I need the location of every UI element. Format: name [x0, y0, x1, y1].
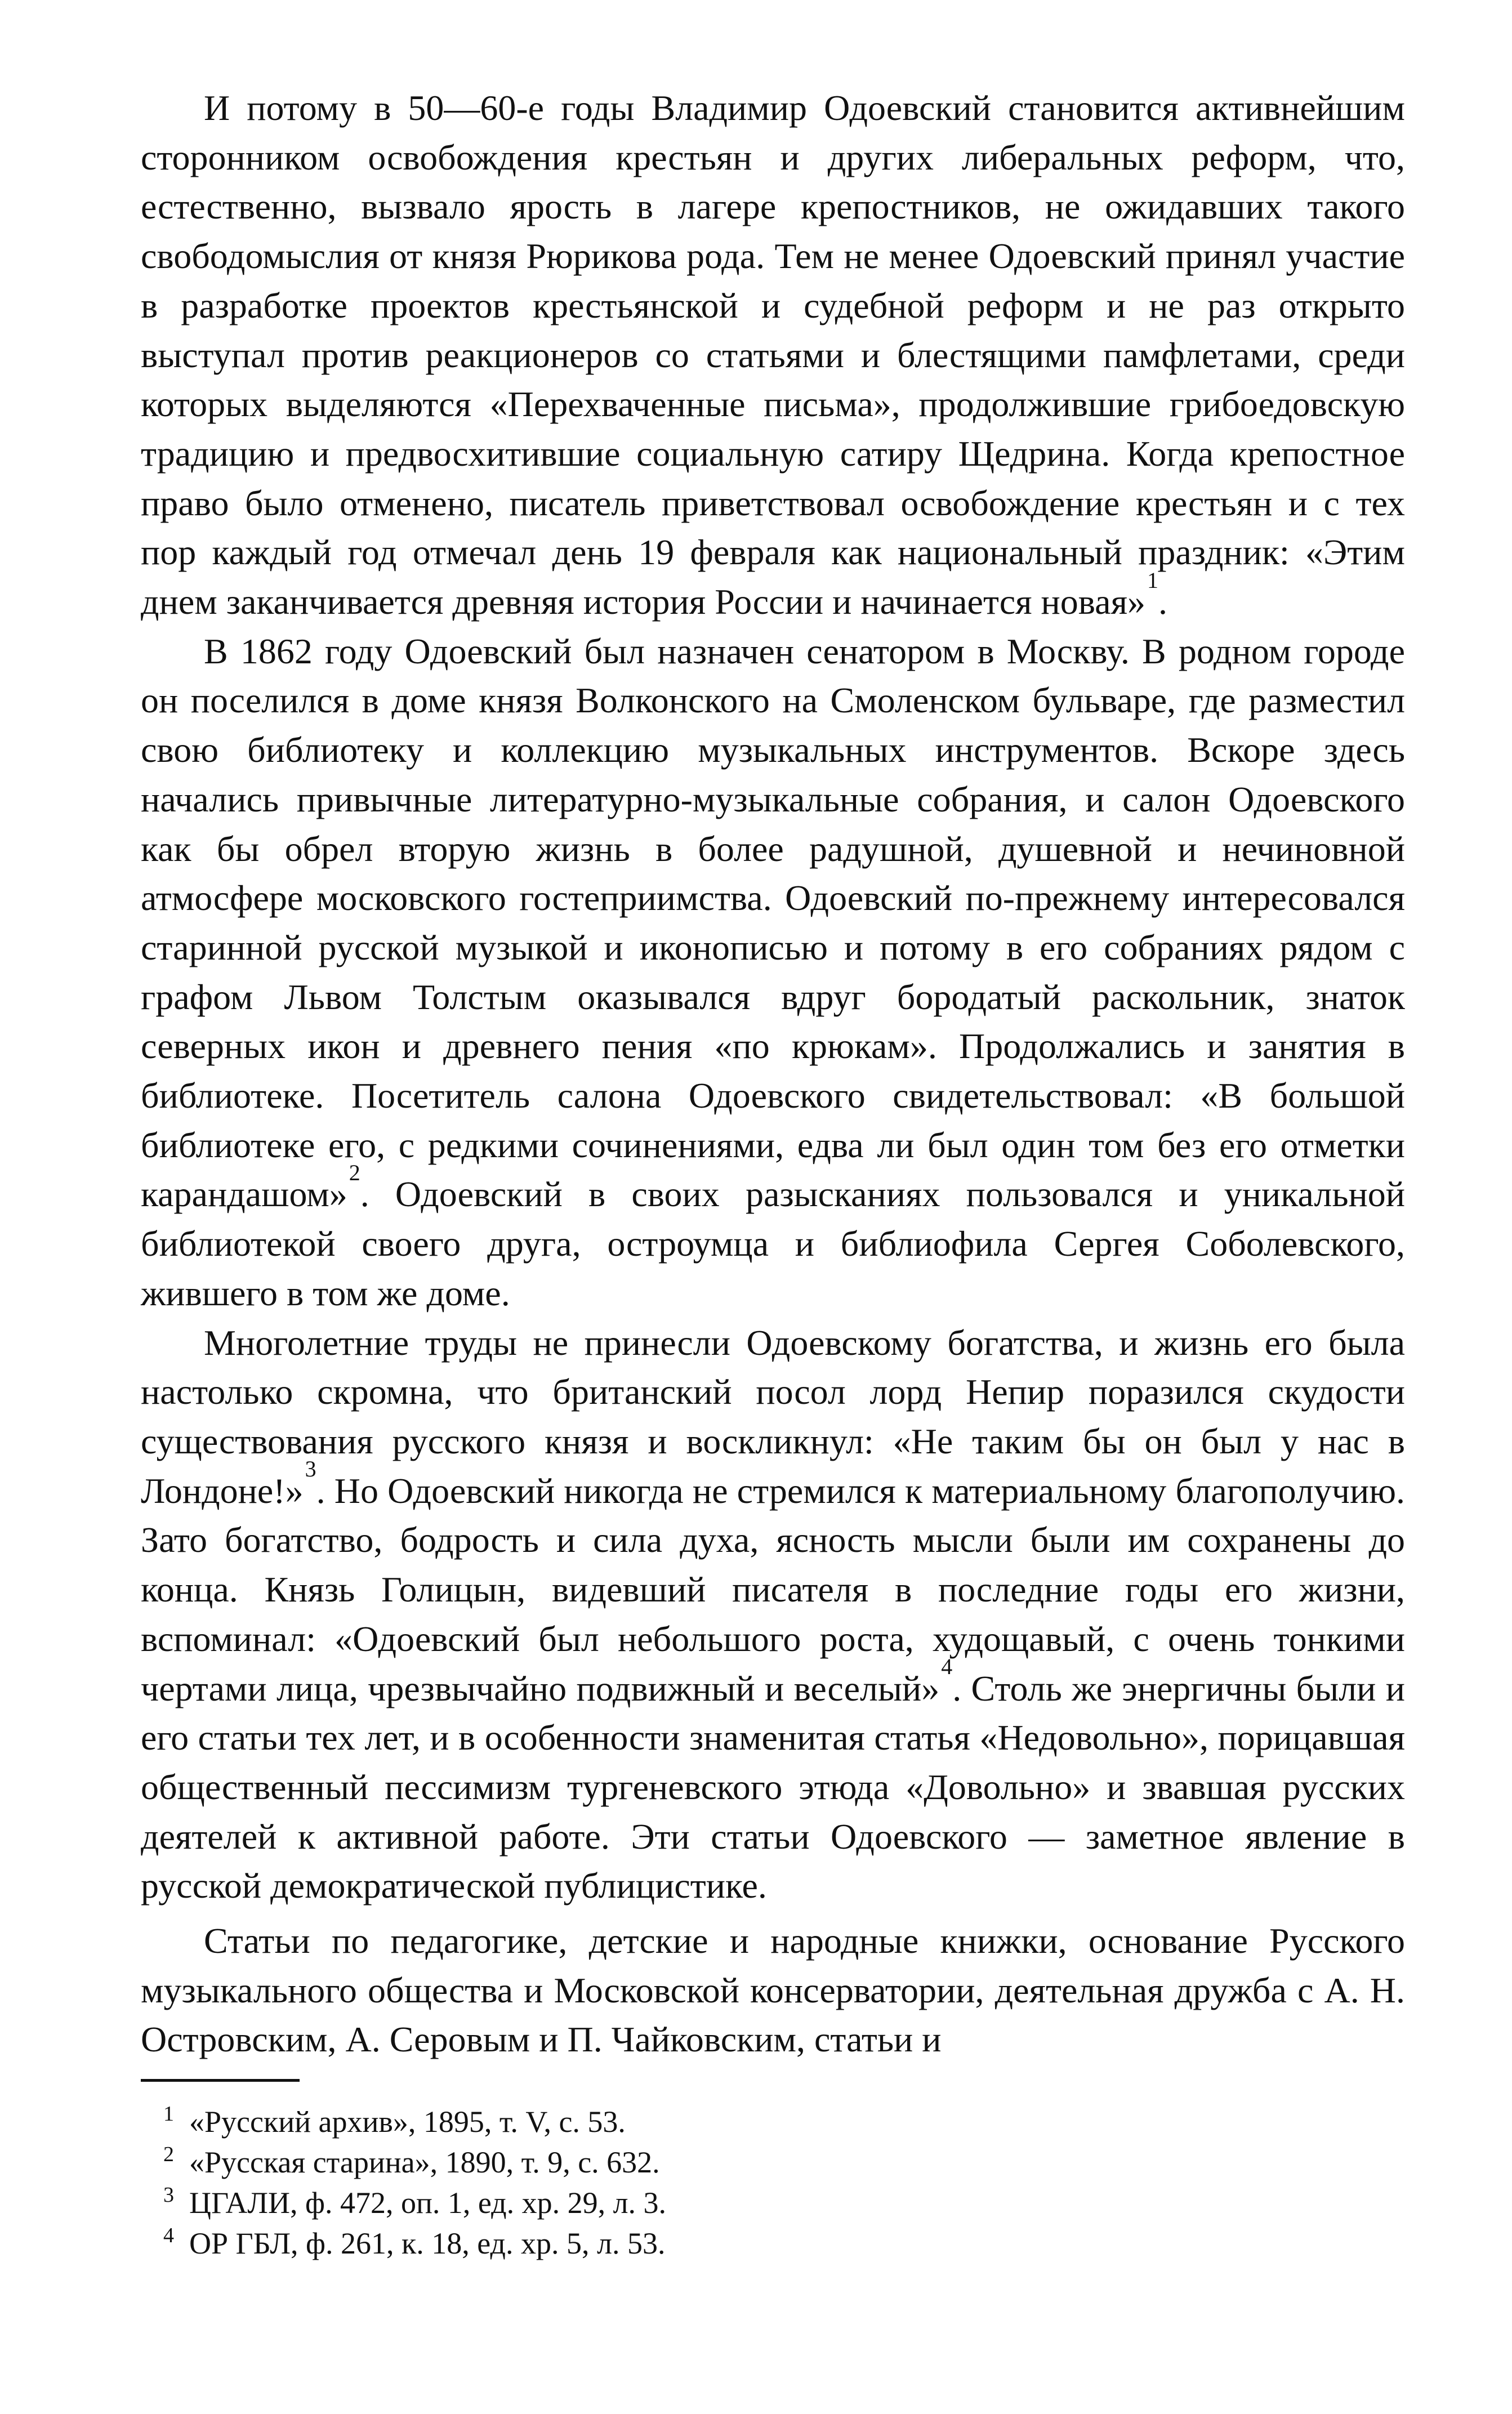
footnote-text: «Русская старина», 1890, т. 9, с. 632.	[189, 2145, 660, 2179]
footnote-ref-3: 3	[305, 1456, 316, 1482]
footnote-ref-4: 4	[941, 1654, 953, 1680]
paragraph-text: Многолетние труды не принесли Одоевскому богатства, и жизнь его была настолько скромна, что британский посол лорд Непир поразился скудости существования русского князя и воскликнул: «Не таким бы он был у нас в Лондоне!»	[141, 1322, 1405, 1511]
footnote-text: ЦГАЛИ, ф. 472, оп. 1, ед. хр. 29, л. 3.	[189, 2186, 667, 2220]
footnote-1	[163, 2103, 1290, 2144]
paragraph-1	[141, 83, 1405, 627]
footnote-number: 1	[163, 2102, 174, 2126]
footnote-ref-1: 1	[1147, 567, 1158, 593]
footnote-4	[163, 2225, 1290, 2265]
main-text	[141, 83, 1405, 2064]
footnote-text: «Русский архив», 1895, т. V, с. 53.	[189, 2105, 626, 2139]
paragraph-3	[141, 1318, 1405, 1911]
footnote-number: 4	[163, 2224, 174, 2247]
footnote-ref-2: 2	[349, 1160, 360, 1186]
paragraph-4	[141, 1916, 1405, 2064]
paragraph-tail: .	[1158, 582, 1167, 622]
paragraph-tail: . Но Одоевский никогда не стремился к материальному благополучию. Зато богатство, бодрость и сила духа, ясность мысли были им сохранены до конца. Князь Голицын, видевший писателя в последние годы его жизни, вспоминал: «Одоевский был небольшого роста, худощавый, с очень тонкими чертами лица, чрезвычайно подвижный и веселый»	[141, 1470, 1405, 1708]
footnote-3	[163, 2184, 1290, 2225]
footnote-text: ОР ГБЛ, ф. 261, к. 18, ед. хр. 5, л. 53.	[189, 2226, 666, 2260]
paragraph-text: И потому в 50—60-е годы Владимир Одоевский становится активнейшим сторонником освобождения крестьян и других либеральных реформ, что, естественно, вызвало ярость в лагере крепостников, не ожидавших такого свободомыслия от князя Рюрикова рода. Тем не менее Одоевский принял участие в разработке проектов крестьянской и судебной реформ и не раз открыто выступал против реакционеров со статьями и блестящими памфлетами, среди которых выделяются «Перехваченные письма», продолжившие грибоедовскую традицию и предвосхитившие социальную сатиру Щедрина. Когда крепостное право было отменено, писатель приветствовал освобождение крестьян и с тех пор каждый год отмечал день 19 февраля как национальный праздник: «Этим днем заканчивается древняя история России и начинается новая»	[141, 88, 1405, 622]
footnote-divider	[141, 2079, 300, 2082]
paragraph-tail: . Одоевский в своих разысканиях пользовался и уникальной библиотекой своего друга, остроумца и библиофила Сергея Соболевского, жившего в том же доме.	[141, 1174, 1405, 1313]
footnotes	[163, 2103, 1290, 2265]
paragraph-tail: . Столь же энергичны были и его статьи тех лет, и в особенности знаменитая статья «Недовольно», порицавшая общественный пессимизм тургеневского этюда «Довольно» и звавшая русских деятелей к активной работе. Эти статьи Одоевского — заметное явление в русской демократической публицистике.	[141, 1668, 1405, 1906]
footnote-number: 2	[163, 2143, 174, 2166]
paragraph-text: Статьи по педагогике, детские и народные книжки, основание Русского музыкального общества и Московской консерватории, деятельная дружба с А. Н. Островским, А. Серовым и П. Чайковским, статьи и	[141, 1921, 1405, 2060]
footnote-number: 3	[163, 2183, 174, 2207]
paragraph-2	[141, 627, 1405, 1318]
paragraph-text: В 1862 году Одоевский был назначен сенатором в Москву. В родном городе он поселился в доме князя Волконского на Смоленском бульваре, где разместил свою библиотеку и коллекцию музыкальных инструментов. Вскоре здесь начались привычные литературно-музыкальные собрания, и салон Одоевского как бы обрел вторую жизнь в более радушной, душевной и нечиновной атмосфере московского гостеприимства. Одоевский по-прежнему интересовался старинной русской музыкой и иконописью и потому в его собраниях рядом с графом Львом Толстым оказывался вдруг бородатый раскольник, знаток северных икон и древнего пения «по крюкам». Продолжались и занятия в библиотеке. Посетитель салона Одоевского свидетельствовал: «В большой библиотеке его, с редкими сочинениями, едва ли был один том без его отметки карандашом»	[141, 631, 1405, 1215]
footnote-2	[163, 2144, 1290, 2184]
